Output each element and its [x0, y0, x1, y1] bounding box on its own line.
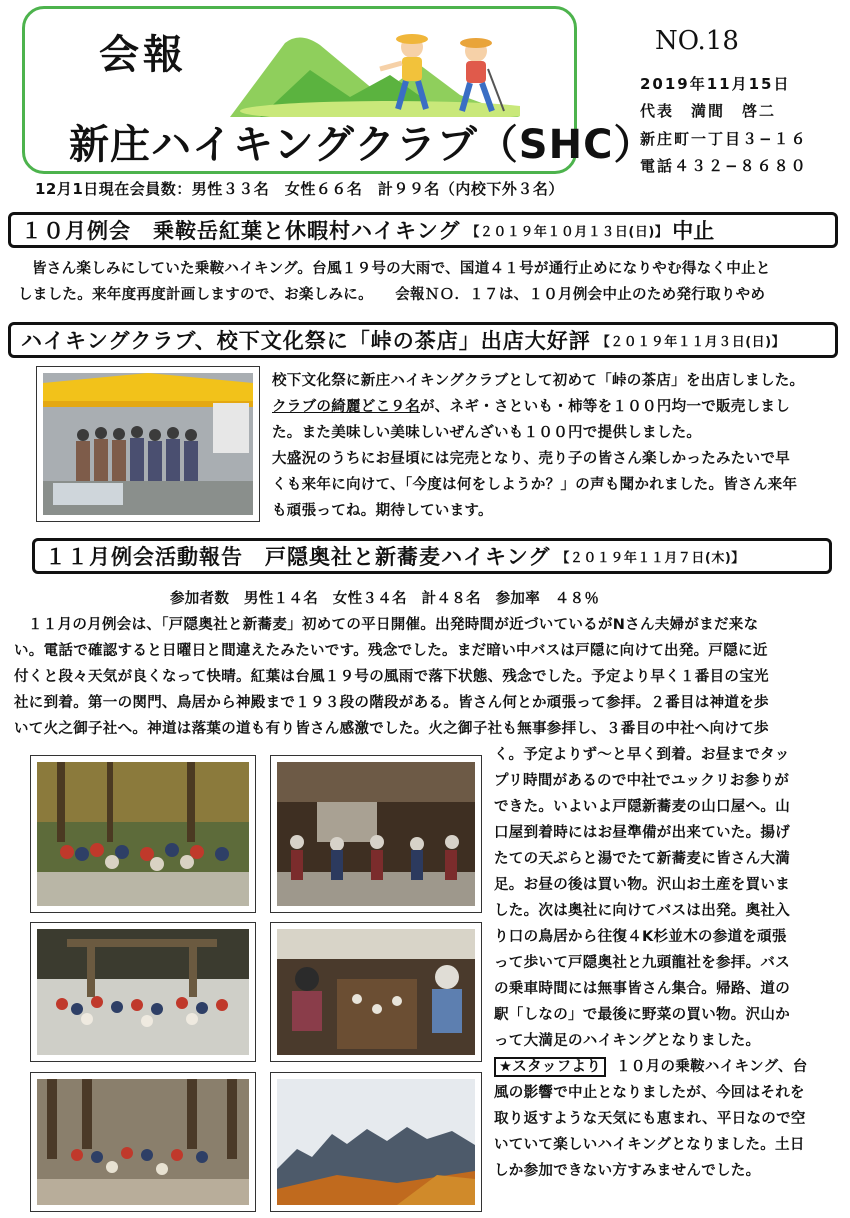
- text-line: 付くと段々天気が良くなって快晴。紅葉は台風１９号の風雨で落下状態、残念でした。予定より早く１番目の宝光: [14, 669, 769, 685]
- text-line: いて火之御子社へ。神道は落葉の道も有り皆さん感激でした。火之御子社も無事参拝し、３番目の中社へ向けて歩: [14, 721, 769, 737]
- section2-date: 【２０１９年１１月３日(日)】: [596, 334, 786, 350]
- photo-tea-shop: [36, 366, 260, 522]
- text-line: いていて楽しいハイキングとなりました。土日: [494, 1137, 805, 1153]
- header-frame: [22, 6, 655, 174]
- hikers-mountain-illustration: [230, 25, 520, 117]
- staff-note-label: ★スタッフより: [494, 1057, 606, 1077]
- text-line: 大盛況のうちにお昼頃には完売となり、売り子の皆さん楽しかったみたいで早: [272, 451, 790, 467]
- phone: 電話４３２−８６８０: [640, 157, 808, 175]
- text-line: り口の鳥居から往復４K杉並木の参道を頑張: [494, 929, 787, 945]
- text-line-rest: が、ネギ・さといも・柿等を１００円均一で販売しまし: [420, 399, 790, 415]
- hiker-2: [460, 38, 504, 111]
- section3-heading: [32, 538, 832, 574]
- text-line: 風の影響で中止となりましたが、今回はそれを: [494, 1085, 805, 1101]
- section1-body: [18, 256, 838, 308]
- section1-status: 中止: [672, 219, 715, 243]
- address: 新庄町一丁目３−１６: [640, 130, 808, 148]
- text-line: した。次は奥社に向けてバスは出発。奥社入: [494, 903, 790, 919]
- text-line: って歩いて戸隠奥社と九頭龍社を参拝。バス: [494, 955, 790, 971]
- section1-date: 【２０１９年１０月１３日(日)】: [466, 224, 669, 240]
- section1-heading: [8, 212, 838, 248]
- mountain-ridge-photo: [277, 1079, 475, 1205]
- text-line: く。予定よりず～と早く到着。お昼までタッ: [494, 747, 790, 763]
- issue-number: NO.18: [655, 26, 739, 56]
- representative: 代表 満間 啓二: [640, 102, 777, 120]
- text-line: 取り返すような天気にも恵まれ、平日なので空: [494, 1111, 806, 1127]
- text-line: 駅「しなの」で最後に野菜の買い物。沢山か: [494, 1007, 790, 1023]
- photo-cedar-avenue: [30, 1072, 256, 1212]
- tea-shop-photo: [43, 373, 253, 515]
- shrine-group-photo: [277, 762, 475, 906]
- text-line: 足。お昼の後は買い物。沢山お土産を買いま: [494, 877, 790, 893]
- section3-date: 【２０１９年１１月７日(木)】: [556, 550, 745, 566]
- photo-soba-lunch: [270, 922, 482, 1062]
- text-line: １１月の月例会は、「戸隠奥社と新蕎麦」初めての平日開催。出発時間が近づいているがNさん夫婦がまだ来な: [28, 617, 759, 633]
- underlined-phrase: クラブの綺麗どこ９名: [272, 399, 420, 415]
- group-forest-photo: [37, 762, 249, 906]
- text-line: プリ時間があるので中社でユックリお参りが: [494, 773, 790, 789]
- text-line: できた。いよいよ戸隠新蕎麦の山口屋へ。山: [494, 799, 790, 815]
- section3-body-side: [494, 742, 844, 1184]
- text-line-rest: １０月の乗鞍ハイキング、台: [616, 1059, 808, 1075]
- section2-heading: [8, 322, 838, 358]
- text-line: たての天ぷらと湯でたて新蕎麦に皆さん大満: [494, 851, 790, 867]
- member-count: 12月1日現在会員数：男性３３名 女性６６名 計９９名（内校下外３名）: [35, 180, 564, 198]
- text-line: た。また美味しい美味しいぜんざいも１００円で提供しました。: [272, 425, 702, 441]
- newsletter-title: 会報: [99, 32, 187, 78]
- text-line: [272, 394, 842, 420]
- section1-title: １０月例会 乗鞍岳紅葉と休暇村ハイキング: [21, 219, 461, 243]
- text-line: も頑張ってね。期待しています。: [272, 503, 493, 519]
- text-line: 口屋到着時にはお昼準備が出来ていた。揚げ: [494, 825, 790, 841]
- photo-mountain-ridge: [270, 1072, 482, 1212]
- cedar-avenue-photo: [37, 1079, 249, 1205]
- photo-shrine-group: [270, 755, 482, 913]
- text-line: って大満足のハイキングとなりました。: [494, 1033, 761, 1049]
- text-line: 校下文化祭に新庄ハイキングクラブとして初めて「峠の茶店」を出店しました。: [272, 373, 805, 389]
- participants-line: 参加者数 男性１４名 女性３４名 計４８名 参加率 ４８％: [170, 591, 600, 607]
- text-line: い。電話で確認すると日曜日と間違えたみたいです。残念でした。まだ暗い中バスは戸隠に向けて出発。戸隠に近: [14, 643, 768, 659]
- photo-group-forest: [30, 755, 256, 913]
- photo-torii-group: [30, 922, 256, 1062]
- torii-group-photo: [37, 929, 249, 1055]
- text-line: 社に到着。第一の関門、鳥居から神殿まで１９３段の階段がある。皆さん何とか頑張って参拝。２番目は神道を歩: [14, 695, 769, 711]
- section2-body: [272, 368, 842, 524]
- section3-body-full: [14, 612, 844, 742]
- section3-title: １１月例会活動報告 戸隠奥社と新蕎麦ハイキング: [45, 545, 551, 569]
- soba-lunch-photo: [277, 929, 475, 1055]
- text-line: [494, 1054, 844, 1080]
- issue-date: 2019年11月15日: [640, 75, 791, 93]
- text-line: しました。来年度再度計画しますので、お楽しみに。 会報ＮＯ．１７は、１０月例会中止のため発行取りやめ: [18, 287, 766, 303]
- club-name: 新庄ハイキングクラブ（SHC）: [69, 122, 655, 168]
- text-line: 皆さん楽しみにしていた乗鞍ハイキング。台風１９号の大雨で、国道４１号が通行止めになりやむ得なく中止と: [32, 261, 771, 277]
- text-line: の乗車時間には無事皆さん集合。帰路、道の: [494, 981, 790, 997]
- text-line: しか参加できない方すみませんでした。: [494, 1163, 761, 1179]
- section2-title: ハイキングクラブ、校下文化祭に「峠の茶店」出店大好評: [21, 329, 591, 353]
- text-line: くも来年に向けて、「今度は何をしようか？」の声も聞かれました。皆さん来年: [272, 477, 798, 493]
- participants: [170, 586, 599, 612]
